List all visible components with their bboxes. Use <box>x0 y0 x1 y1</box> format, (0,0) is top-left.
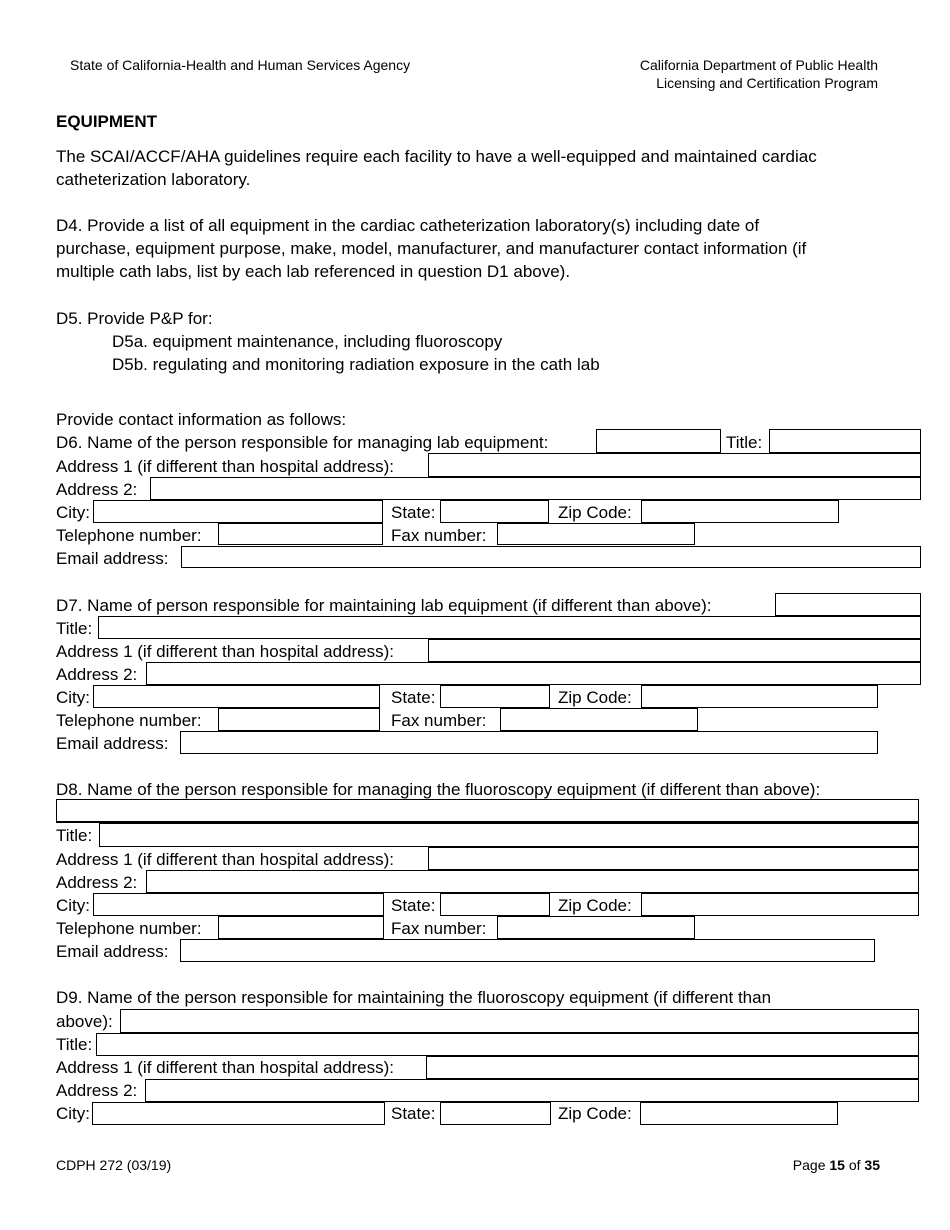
d6-state-field[interactable] <box>440 500 549 523</box>
d7-address1-label: Address 1 (if different than hospital address): <box>56 642 394 661</box>
d7-email-label: Email address: <box>56 734 169 753</box>
d9-city-field[interactable] <box>92 1102 385 1125</box>
d6-state-label: State: <box>391 503 436 522</box>
d8-city-field[interactable] <box>93 893 384 916</box>
d9-address2-field[interactable] <box>145 1079 919 1102</box>
d4-line-3: multiple cath labs, list by each lab referenced in question D1 above). <box>56 262 571 281</box>
page-number: 15 <box>829 1157 845 1173</box>
d6-title-label: Title: <box>726 433 763 452</box>
d7-zip-field[interactable] <box>641 685 878 708</box>
d8-title-label: Title: <box>56 826 93 845</box>
d9-title-field[interactable] <box>96 1033 919 1056</box>
d6-address2-field[interactable] <box>150 477 921 500</box>
d9-zip-field[interactable] <box>640 1102 838 1125</box>
d8-zip-field[interactable] <box>641 893 919 916</box>
d6-fax-field[interactable] <box>497 523 695 545</box>
d8-email-field[interactable] <box>180 939 875 962</box>
d6-title-field[interactable] <box>769 429 921 453</box>
d9-question-line-2: above): <box>56 1012 113 1031</box>
d6-address1-label: Address 1 (if different than hospital address): <box>56 457 394 476</box>
d6-city-field[interactable] <box>93 500 383 523</box>
d7-address2-field[interactable] <box>146 662 921 685</box>
d6-telephone-field[interactable] <box>218 523 383 545</box>
d7-name-field[interactable] <box>775 593 921 616</box>
section-title: EQUIPMENT <box>56 112 158 131</box>
d9-city-label: City: <box>56 1104 90 1123</box>
d8-zip-label: Zip Code: <box>558 896 632 915</box>
form-id: CDPH 272 (03/19) <box>56 1157 172 1173</box>
d8-email-label: Email address: <box>56 942 169 961</box>
page-total: 35 <box>864 1157 880 1173</box>
d6-fax-label: Fax number: <box>391 526 487 545</box>
d7-telephone-label: Telephone number: <box>56 711 202 730</box>
d8-address2-label: Address 2: <box>56 873 138 892</box>
d7-zip-label: Zip Code: <box>558 688 632 707</box>
d8-state-field[interactable] <box>440 893 550 916</box>
page-indicator <box>793 1158 880 1172</box>
d9-address1-field[interactable] <box>426 1056 919 1079</box>
d8-address1-field[interactable] <box>428 847 919 870</box>
d8-city-label: City: <box>56 896 90 915</box>
d6-email-label: Email address: <box>56 549 169 568</box>
intro-line-2: catheterization laboratory. <box>56 170 251 189</box>
header-agency: State of California-Health and Human Services Agency <box>70 57 411 73</box>
intro-line-1: The SCAI/ACCF/AHA guidelines require each facility to have a well-equipped and maintained cardiac <box>56 147 817 166</box>
d7-title-label: Title: <box>56 619 93 638</box>
d7-title-field[interactable] <box>98 616 921 639</box>
d7-telephone-field[interactable] <box>218 708 380 731</box>
header-program: Licensing and Certification Program <box>656 75 878 91</box>
d7-email-field[interactable] <box>180 731 878 754</box>
d8-address1-label: Address 1 (if different than hospital address): <box>56 850 394 869</box>
d6-address1-field[interactable] <box>428 453 921 477</box>
d4-line-2: purchase, equipment purpose, make, model, manufacturer, and manufacturer contact information (if <box>56 239 807 258</box>
contact-intro: Provide contact information as follows: <box>56 410 347 429</box>
d9-title-label: Title: <box>56 1035 93 1054</box>
d6-zip-field[interactable] <box>641 500 839 523</box>
d5a: D5a. equipment maintenance, including fluoroscopy <box>112 332 503 351</box>
d9-question-line-1: D9. Name of the person responsible for maintaining the fluoroscopy equipment (if different than <box>56 988 772 1007</box>
d8-fax-label: Fax number: <box>391 919 487 938</box>
d6-question: D6. Name of the person responsible for managing lab equipment: <box>56 433 549 452</box>
d6-city-label: City: <box>56 503 90 522</box>
d8-question: D8. Name of the person responsible for managing the fluoroscopy equipment (if different than above): <box>56 780 821 799</box>
d6-address2-label: Address 2: <box>56 480 138 499</box>
d9-state-field[interactable] <box>440 1102 551 1125</box>
d8-state-label: State: <box>391 896 436 915</box>
d6-name-field[interactable] <box>596 429 721 453</box>
d8-telephone-label: Telephone number: <box>56 919 202 938</box>
d9-state-label: State: <box>391 1104 436 1123</box>
d6-zip-label: Zip Code: <box>558 503 632 522</box>
d6-email-field[interactable] <box>181 546 921 568</box>
d7-city-label: City: <box>56 688 90 707</box>
d6-telephone-label: Telephone number: <box>56 526 202 545</box>
d7-address1-field[interactable] <box>428 639 921 662</box>
d9-zip-label: Zip Code: <box>558 1104 632 1123</box>
d5b: D5b. regulating and monitoring radiation exposure in the cath lab <box>112 355 600 374</box>
d5-title: D5. Provide P&P for: <box>56 309 213 328</box>
d7-question: D7. Name of person responsible for maintaining lab equipment (if different than above): <box>56 596 712 615</box>
page-of: of <box>848 1157 861 1173</box>
d9-address1-label: Address 1 (if different than hospital address): <box>56 1058 394 1077</box>
d7-state-label: State: <box>391 688 436 707</box>
d8-address2-field[interactable] <box>146 870 919 893</box>
d8-fax-field[interactable] <box>497 916 695 939</box>
d8-title-field[interactable] <box>99 823 919 847</box>
d4-line-1: D4. Provide a list of all equipment in the cardiac catheterization laboratory(s) including date of <box>56 216 760 235</box>
d9-name-field[interactable] <box>120 1009 919 1033</box>
d8-name-field[interactable] <box>56 799 919 823</box>
d7-fax-label: Fax number: <box>391 711 487 730</box>
d7-city-field[interactable] <box>93 685 380 708</box>
d7-fax-field[interactable] <box>500 708 698 731</box>
page-prefix: Page <box>792 1157 826 1173</box>
d7-address2-label: Address 2: <box>56 665 138 684</box>
d9-address2-label: Address 2: <box>56 1081 138 1100</box>
d7-state-field[interactable] <box>440 685 550 708</box>
header-department: California Department of Public Health <box>639 57 878 73</box>
d8-telephone-field[interactable] <box>218 916 384 939</box>
